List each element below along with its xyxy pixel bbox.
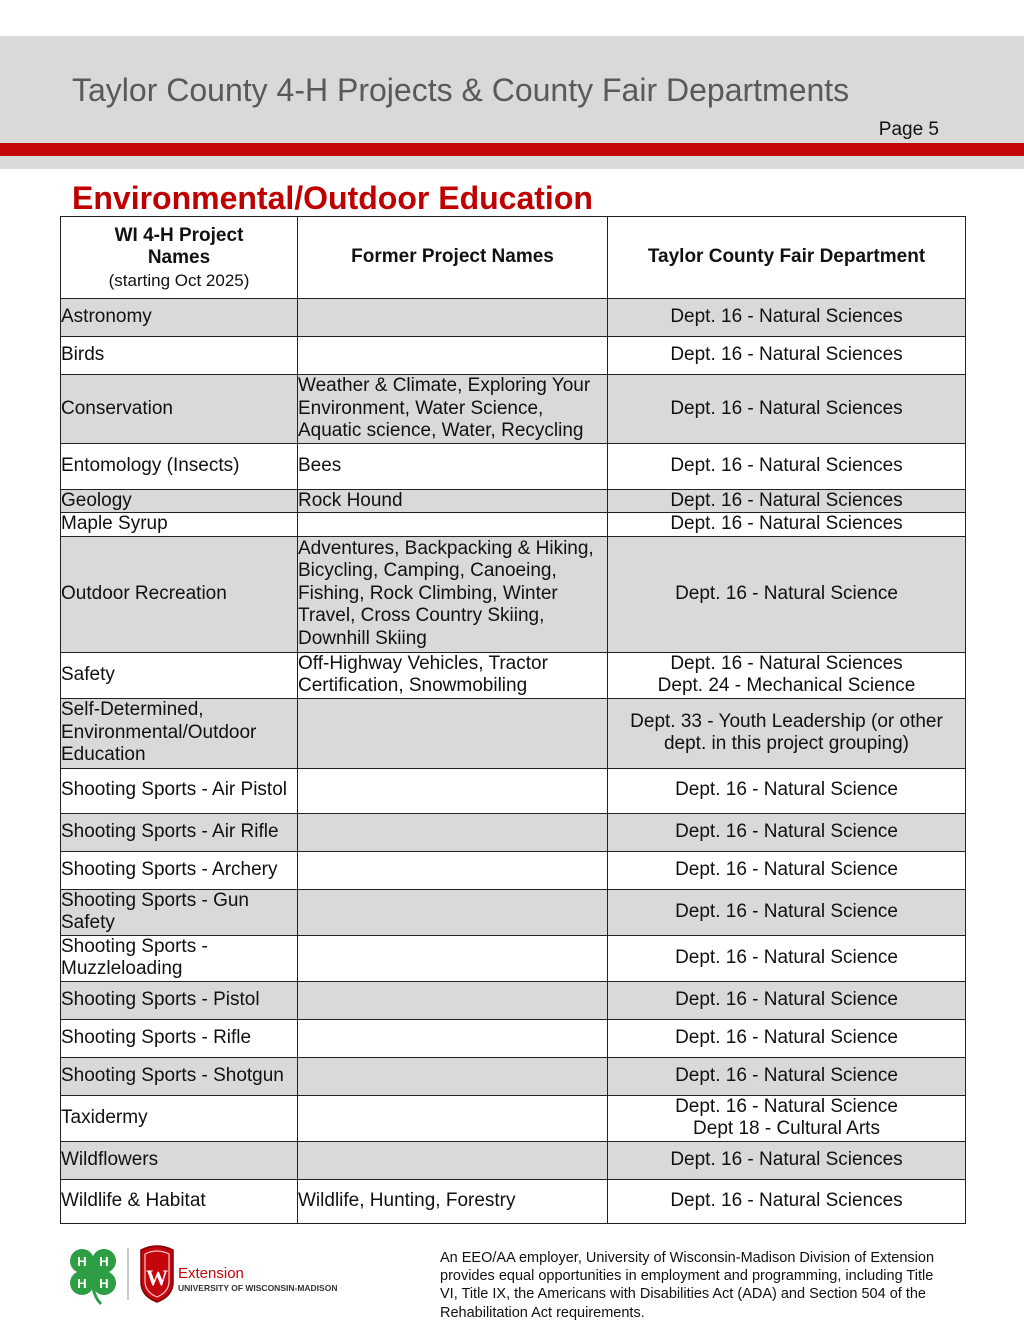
svg-text:H: H <box>99 1254 109 1269</box>
svg-text:W: W <box>146 1265 168 1290</box>
cell-former-names <box>298 889 608 935</box>
cell-fair-department <box>608 1057 966 1095</box>
cell-fair-department <box>608 851 966 889</box>
cell-project-name: Maple Syrup <box>61 513 298 537</box>
cell-project-name: Outdoor Recreation <box>61 536 298 652</box>
table-row <box>61 1141 966 1179</box>
header-red-rule <box>0 143 1024 156</box>
table-row <box>61 652 966 698</box>
cell-project-name: Wildflowers <box>61 1141 298 1179</box>
cell-fair-department <box>608 652 966 698</box>
fair-department-line: Dept. 16 - Natural Science <box>675 900 898 922</box>
column-header-project-line1: WI 4-H Project <box>114 224 244 246</box>
cell-project-name: Self-Determined, Environmental/Outdoor Education <box>61 698 298 768</box>
fair-department-line: Dept 18 - Cultural Arts <box>693 1118 880 1139</box>
table-row <box>61 1057 966 1095</box>
uw-crest-icon <box>141 1246 173 1302</box>
cell-project-name: Astronomy <box>61 299 298 337</box>
cell-former-names <box>298 1019 608 1057</box>
cell-fair-department <box>608 375 966 444</box>
fair-department-line: Dept. 16 - Natural Science <box>675 988 898 1010</box>
cell-fair-department <box>608 889 966 935</box>
cell-former-names <box>298 1095 608 1141</box>
table-row <box>61 536 966 652</box>
svg-text:H: H <box>77 1276 87 1291</box>
table-body <box>61 299 966 1224</box>
page-number: Page 5 <box>878 119 939 140</box>
table-row <box>61 1179 966 1223</box>
cell-former-names <box>298 851 608 889</box>
fair-department-line: Dept. 16 - Natural Sciences <box>670 306 903 328</box>
cell-former-names <box>298 1141 608 1179</box>
fair-department-line: Dept. 16 - Natural Science <box>675 858 898 880</box>
cell-fair-department <box>608 1179 966 1223</box>
section-title: Environmental/Outdoor Education <box>72 180 593 216</box>
fair-department-line: Dept. 16 - Natural Science <box>675 946 898 968</box>
cell-fair-department <box>608 698 966 768</box>
cell-project-name: Shooting Sports - Rifle <box>61 1019 298 1057</box>
column-header-project <box>61 217 298 299</box>
fair-department-line: Dept. 16 - Natural Science <box>675 582 898 604</box>
table-row <box>61 935 966 981</box>
footer-disclaimer: An EEO/AA employer, University of Wisconsin-Madison Division of Extension provides equal opportunities in employment and programming, including Title VI, Title IX, the Americans with Disabilities Act (ADA) and Section 504 of the Rehabilitation Act requirements. <box>440 1250 935 1321</box>
4h-clover-icon <box>70 1249 116 1304</box>
cell-former-names: Off-Highway Vehicles, Tractor Certification, Snowmobiling <box>298 652 608 698</box>
cell-fair-department <box>608 1141 966 1179</box>
cell-project-name: Shooting Sports - Air Rifle <box>61 813 298 851</box>
table-row <box>61 489 966 513</box>
cell-former-names: Bees <box>298 443 608 489</box>
cell-former-names <box>298 337 608 375</box>
cell-former-names <box>298 813 608 851</box>
fair-department-line: Dept. 16 - Natural Sciences <box>670 397 903 419</box>
cell-fair-department <box>608 1095 966 1141</box>
cell-fair-department <box>608 299 966 337</box>
cell-fair-department <box>608 768 966 813</box>
table-row <box>61 443 966 489</box>
cell-fair-department <box>608 443 966 489</box>
fair-department-line: Dept. 16 - Natural Sciences <box>670 513 903 534</box>
table-row <box>61 299 966 337</box>
cell-project-name: Shooting Sports - Pistol <box>61 981 298 1019</box>
fair-department-line: Dept. 16 - Natural Science <box>675 820 898 842</box>
table-row <box>61 981 966 1019</box>
column-header-fair: Taylor County Fair Department <box>608 217 966 299</box>
cell-former-names: Adventures, Backpacking & Hiking, Bicycling, Camping, Canoeing, Fishing, Rock Climbing, Winter Travel, Cross Country Skiing, Downhill Skiing <box>298 536 608 652</box>
cell-fair-department <box>608 337 966 375</box>
cell-former-names <box>298 698 608 768</box>
cell-project-name: Shooting Sports - Shotgun <box>61 1057 298 1095</box>
cell-former-names <box>298 299 608 337</box>
table-row <box>61 513 966 537</box>
cell-former-names <box>298 1057 608 1095</box>
column-header-project-line2: Names <box>147 247 211 268</box>
cell-fair-department <box>608 489 966 513</box>
cell-project-name: Geology <box>61 489 298 513</box>
table-row <box>61 768 966 813</box>
column-header-project-subtitle: (starting Oct 2025) <box>108 270 250 290</box>
university-wordmark: UNIVERSITY OF WISCONSIN-MADISON <box>178 1283 338 1293</box>
cell-project-name: Safety <box>61 652 298 698</box>
fair-department-line: Dept. 16 - Natural Sciences <box>670 1189 903 1211</box>
fair-department-line: Dept. 16 - Natural Science <box>675 1026 898 1048</box>
cell-project-name: Taxidermy <box>61 1095 298 1141</box>
cell-project-name: Shooting Sports - Air Pistol <box>61 768 298 813</box>
fair-department-line: Dept. 16 - Natural Sciences <box>670 454 903 476</box>
extension-wordmark: Extension <box>178 1265 244 1282</box>
fair-department-line: Dept. 16 - Natural Sciences <box>670 1148 903 1170</box>
fair-department-line: Dept. 16 - Natural Science <box>675 779 898 801</box>
cell-project-name: Shooting Sports - Muzzleloading <box>61 935 298 981</box>
fair-department-line: Dept. 33 - Youth Leadership (or other dept. in this project grouping) <box>630 710 943 754</box>
cell-former-names <box>298 935 608 981</box>
svg-text:H: H <box>99 1276 109 1291</box>
cell-project-name: Shooting Sports - Archery <box>61 851 298 889</box>
table-header-row <box>61 217 966 299</box>
cell-fair-department <box>608 1019 966 1057</box>
cell-project-name: Shooting Sports - Gun Safety <box>61 889 298 935</box>
table-row <box>61 337 966 375</box>
projects-table <box>60 216 966 1224</box>
fair-department-line: Dept. 16 - Natural Science <box>675 1064 898 1086</box>
document-title: Taylor County 4-H Projects & County Fair Departments <box>72 72 850 108</box>
4h-extension-logo <box>65 1244 355 1306</box>
cell-fair-department <box>608 981 966 1019</box>
cell-former-names <box>298 768 608 813</box>
fair-department-line: Dept. 16 - Natural Science <box>675 1095 898 1117</box>
cell-fair-department <box>608 813 966 851</box>
fair-department-line: Dept. 16 - Natural Sciences <box>670 652 903 674</box>
column-header-former: Former Project Names <box>298 217 608 299</box>
cell-former-names: Wildlife, Hunting, Forestry <box>298 1179 608 1223</box>
svg-text:H: H <box>77 1254 87 1269</box>
cell-project-name: Wildlife & Habitat <box>61 1179 298 1223</box>
table-row <box>61 375 966 444</box>
cell-former-names <box>298 981 608 1019</box>
cell-project-name: Conservation <box>61 375 298 444</box>
table-row <box>61 698 966 768</box>
cell-project-name: Entomology (Insects) <box>61 443 298 489</box>
cell-fair-department <box>608 536 966 652</box>
table-row <box>61 889 966 935</box>
fair-department-line: Dept. 16 - Natural Sciences <box>670 344 903 366</box>
cell-project-name: Birds <box>61 337 298 375</box>
table-row <box>61 851 966 889</box>
cell-fair-department <box>608 935 966 981</box>
fair-department-line: Dept. 16 - Natural Sciences <box>670 489 903 511</box>
fair-department-line: Dept. 24 - Mechanical Science <box>657 675 916 696</box>
cell-former-names <box>298 513 608 537</box>
footer-logos <box>65 1244 355 1306</box>
cell-fair-department <box>608 513 966 537</box>
table-row <box>61 1095 966 1141</box>
table-row <box>61 813 966 851</box>
table-row <box>61 1019 966 1057</box>
cell-former-names: Weather & Climate, Exploring Your Environment, Water Science, Aquatic science, Water, Recycling <box>298 375 608 444</box>
cell-former-names: Rock Hound <box>298 489 608 513</box>
